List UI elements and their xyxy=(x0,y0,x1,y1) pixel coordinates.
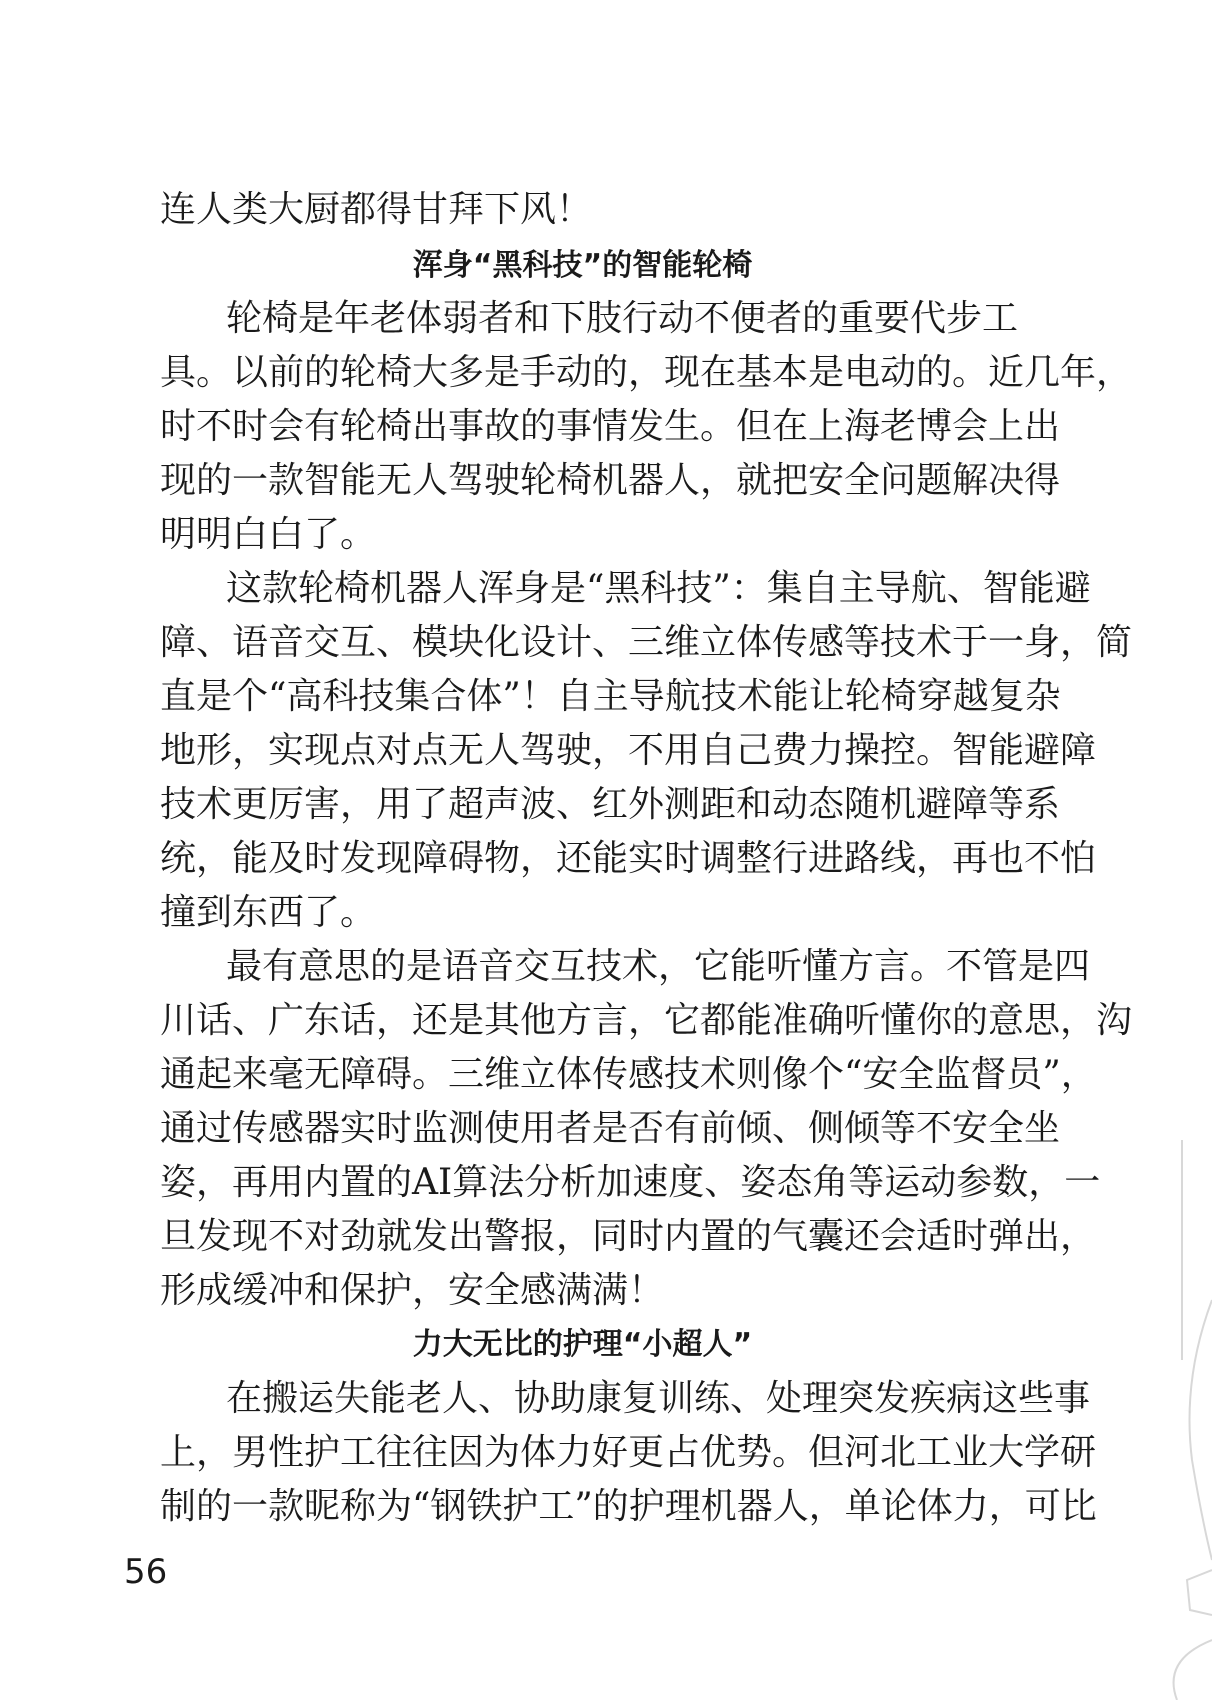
body-line: 连人类大厨都得甘拜下风！ xyxy=(160,189,593,230)
body-line: 旦发现不对劲就发出警报，同时内置的气囊还会适时弹出， xyxy=(160,1216,1097,1257)
body-line: 地形，实现点对点无人驾驶，不用自己费力操控。智能避障 xyxy=(160,730,1097,771)
body-line: 具。以前的轮椅大多是手动的，现在基本是电动的。近几年， xyxy=(160,352,1133,393)
body-line: 在搬运失能老人、协助康复训练、处理突发疾病这些事 xyxy=(226,1378,1091,1419)
body-line: 制的一款昵称为“钢铁护工”的护理机器人，单论体力，可比 xyxy=(160,1486,1097,1527)
section-heading: 力大无比的护理“小超人” xyxy=(412,1327,753,1362)
body-line: 上，男性护工往往因为体力好更占优势。但河北工业大学研 xyxy=(160,1432,1097,1473)
body-line: 最有意思的是语音交互技术，它能听懂方言。不管是四 xyxy=(226,946,1091,987)
body-line: 形成缓冲和保护，安全感满满！ xyxy=(160,1270,665,1311)
body-line: 川话、广东话，还是其他方言，它都能准确听懂你的意思，沟 xyxy=(160,1000,1133,1041)
body-line: 统，能及时发现障碍物，还能实时调整行进路线，再也不怕 xyxy=(160,838,1097,879)
body-line: 这款轮椅机器人浑身是“黑科技”：集自主导航、智能避 xyxy=(226,568,1091,609)
page-number: 56 xyxy=(124,1552,168,1592)
decorative-illustration xyxy=(1152,1140,1212,1700)
body-line: 明明白白了。 xyxy=(160,514,377,555)
body-line: 现的一款智能无人驾驶轮椅机器人，就把安全问题解决得 xyxy=(160,460,1061,501)
body-line: 轮椅是年老体弱者和下肢行动不便者的重要代步工 xyxy=(226,298,1019,339)
body-line: 直是个“高科技集合体”！自主导航技术能让轮椅穿越复杂 xyxy=(160,676,1061,717)
body-line: 姿，再用内置的AI算法分析加速度、姿态角等运动参数，一 xyxy=(160,1162,1101,1203)
body-line: 通起来毫无障碍。三维立体传感技术则像个“安全监督员”， xyxy=(160,1054,1097,1095)
body-line: 障、语音交互、模块化设计、三维立体传感等技术于一身，简 xyxy=(160,622,1133,663)
body-line: 通过传感器实时监测使用者是否有前倾、侧倾等不安全坐 xyxy=(160,1108,1061,1149)
body-line: 时不时会有轮椅出事故的事情发生。但在上海老博会上出 xyxy=(160,406,1061,447)
body-line: 技术更厉害，用了超声波、红外测距和动态随机避障等系 xyxy=(160,784,1061,825)
section-heading: 浑身“黑科技”的智能轮椅 xyxy=(412,248,753,283)
body-line: 撞到东西了。 xyxy=(160,892,377,933)
